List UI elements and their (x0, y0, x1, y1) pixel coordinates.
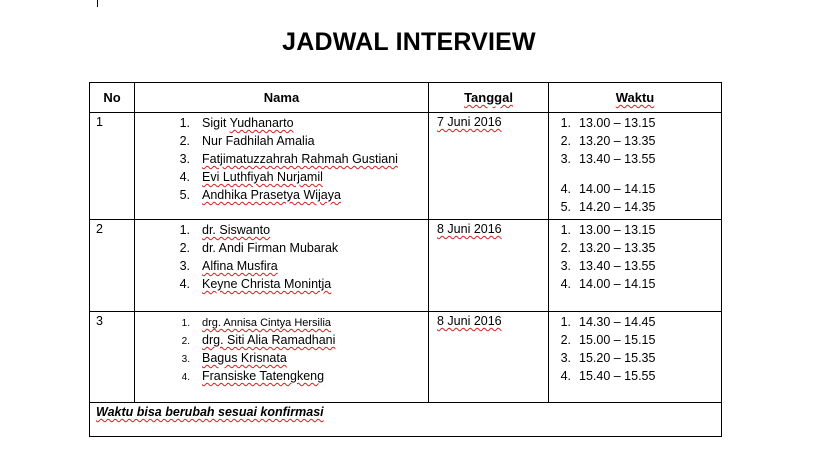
list-item: 3. Fatjimatuzzahrah Rahmah Gustiani (179, 152, 398, 166)
list-item: 4. 14.00 – 14.15 (560, 277, 656, 291)
table-header-row (90, 83, 722, 113)
row-number: 2 (90, 220, 135, 312)
list-item: 3. 13.40 – 13.55 (560, 259, 656, 273)
list-item: 4. 15.40 – 15.55 (560, 369, 656, 383)
list-item: 4. Keyne Christa Monintja (179, 277, 332, 291)
list-item: 2. drg. Siti Alia Ramadhani (181, 333, 336, 347)
times-cell (549, 312, 722, 403)
list-item: 1. 14.30 – 14.45 (560, 315, 656, 329)
row-number: 3 (90, 312, 135, 403)
header-nama: Nama (135, 83, 429, 113)
names-cell (135, 113, 429, 220)
header-no: No (90, 83, 135, 113)
date-cell: 7 Juni 2016 (429, 113, 549, 220)
list-item: 2. 13.20 – 13.35 (560, 134, 656, 148)
list-item: 1. 13.00 – 13.15 (560, 223, 656, 237)
list-item: 4. Evi Luthfiyah Nurjamil (179, 170, 323, 184)
table-row (90, 220, 722, 312)
list-item: 5. Andhika Prasetya Wijaya (179, 188, 341, 202)
list-item: 1. drg. Annisa Cintya Hersilia (181, 317, 332, 329)
list-item: 1. dr. Siswanto (179, 223, 271, 237)
row-number: 1 (90, 113, 135, 220)
names-cell (135, 220, 429, 312)
page-title: JADWAL INTERVIEW (282, 28, 536, 56)
list-item: 1. 13.00 – 13.15 (560, 116, 656, 130)
list-item: 2. 13.20 – 13.35 (560, 241, 656, 255)
list-item: 3. Bagus Krisnata (181, 351, 287, 365)
list-item: 2. 15.00 – 15.15 (560, 333, 656, 347)
schedule-note: Waktu bisa berubah sesuai konfirmasi (96, 405, 324, 419)
list-item: 2. dr. Andi Firman Mubarak (179, 241, 339, 255)
list-item: 4. Fransiske Tatengkeng (181, 369, 325, 383)
date-cell: 8 Juni 2016 (429, 220, 549, 312)
list-item: 4. 14.00 – 14.15 (560, 182, 656, 196)
header-waktu: Waktu (549, 83, 722, 113)
table-row (90, 113, 722, 220)
schedule-table (89, 82, 722, 437)
note-cell (90, 403, 722, 437)
times-cell (549, 220, 722, 312)
times-cell (549, 113, 722, 220)
list-item: 3. 15.20 – 15.35 (560, 351, 656, 365)
names-cell (135, 312, 429, 403)
table-row (90, 312, 722, 403)
note-row (90, 403, 722, 437)
date-cell: 8 Juni 2016 (429, 312, 549, 403)
list-item: 3. 13.40 – 13.55 (560, 152, 656, 166)
list-item: 1. Sigit Yudhanarto (179, 116, 294, 130)
list-item: 5. 14.20 – 14.35 (560, 200, 656, 214)
list-item: 2. Nur Fadhilah Amalia (179, 134, 315, 148)
text-cursor (97, 0, 98, 7)
header-tanggal: Tanggal (429, 83, 549, 113)
list-item: 3. Alfina Musfira (179, 259, 278, 273)
